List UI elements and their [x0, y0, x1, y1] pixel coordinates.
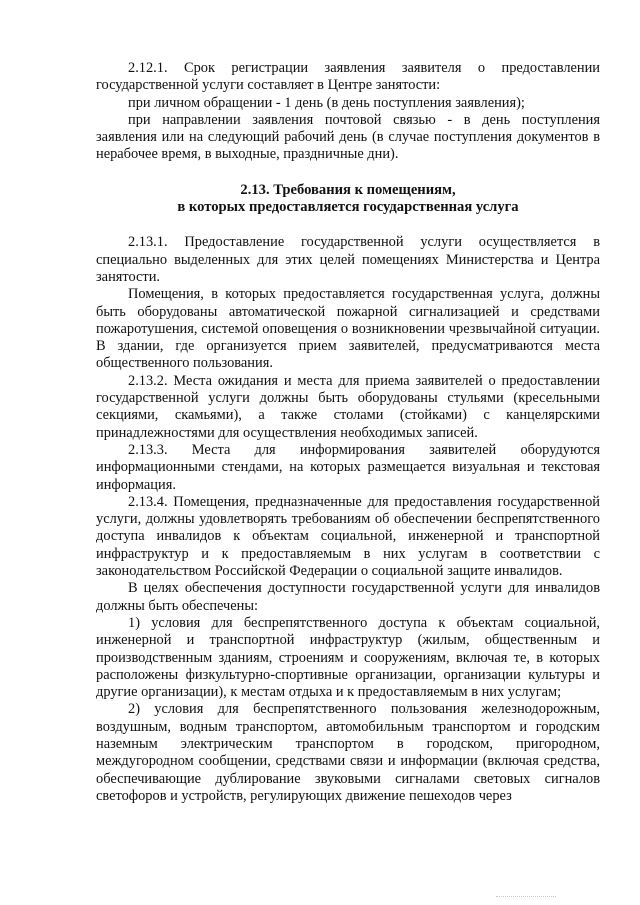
paragraph-postal: при направлении заявления почтовой связью - в день поступления заявления или на следующий рабочий день (в случае поступления документов в нерабочее время, в выходные, праздничные дни). [96, 111, 600, 163]
paragraph-accessibility-item-1: 1) условия для беспрепятственного доступа к объектам социальной, инженерной и транспортной инфраструктур (жилым, общественным и производственным зданиям, строениям и сооружениям, включая те, в которых расположены физкультурно-спортивные организации, организации культуры и другие организации), к местам отдыха и к предоставляемым в них услугам; [96, 614, 600, 701]
paragraph-2-12-1: 2.12.1. Срок регистрации заявления заявителя о предоставлении государственной услуги составляет в Центре занятости: [96, 60, 600, 94]
paragraph-2-13-1: 2.13.1. Предоставление государственной услуги осуществляется в специально выделенных для этих целей помещениях Министерства и Центра занятости. [96, 234, 600, 285]
paragraph-2-13-4: 2.13.4. Помещения, предназначенные для предоставления государственной услуги, должны удовлетворять требованиям об обеспечении беспрепятственного доступа инвалидов к объектам социальной, инженерной и транспортной инфраструктур и к предоставляемым в них услугам в соответствии с законодательством Российской Федерации о социальной защите инвалидов. [96, 493, 600, 580]
paragraph-accessibility-item-2: 2) условия для беспрепятственного пользования железнодорожным, воздушным, водным транспортом, автомобильным транспортом и городским наземным электрическим транспортом в городском, пригородном, междугородном сообщении, средствами связи и информации (включая средства, обеспечивающие дублирование звуковыми сигналами световых сигналов светофоров и устройств, регулирующих движение пешеходов через [96, 701, 600, 804]
paragraph-premises-fire-safety: Помещения, в которых предоставляется государственная услуга, должны быть оборудованы автоматической пожарной сигнализацией и средствами пожаротушения, системой оповещения о возникновении чрезвычайной ситуации. В здании, где организуется прием заявителей, предусматриваются места общественного пользования. [96, 286, 600, 372]
paragraph-personal-visit: при личном обращении - 1 день (в день поступления заявления); [128, 94, 525, 111]
paragraph-2-13-2: 2.13.2. Места ожидания и места для приема заявителей о предоставлении государственной услуги должны быть оборудованы стульями (кресельными секциями, скамьями), а также столами (стойками) с канцелярскими принадлежностями для осуществления необходимых записей. [96, 372, 600, 441]
section-heading-line-2: в которых предоставляется государственная услуга [177, 199, 519, 216]
section-heading-line-1: 2.13. Требования к помещениям, [240, 181, 456, 198]
scan-artifact [496, 896, 556, 901]
document-page [96, 60, 600, 805]
section-heading-2-13 [96, 182, 600, 217]
paragraph-accessibility-intro: В целях обеспечения доступности государственной услуги для инвалидов должны быть обеспечены: [96, 580, 600, 614]
paragraph-2-13-3: 2.13.3. Места для информирования заявителей оборудуются информационными стендами, на которых размещается визуальная и текстовая информация. [96, 441, 600, 493]
